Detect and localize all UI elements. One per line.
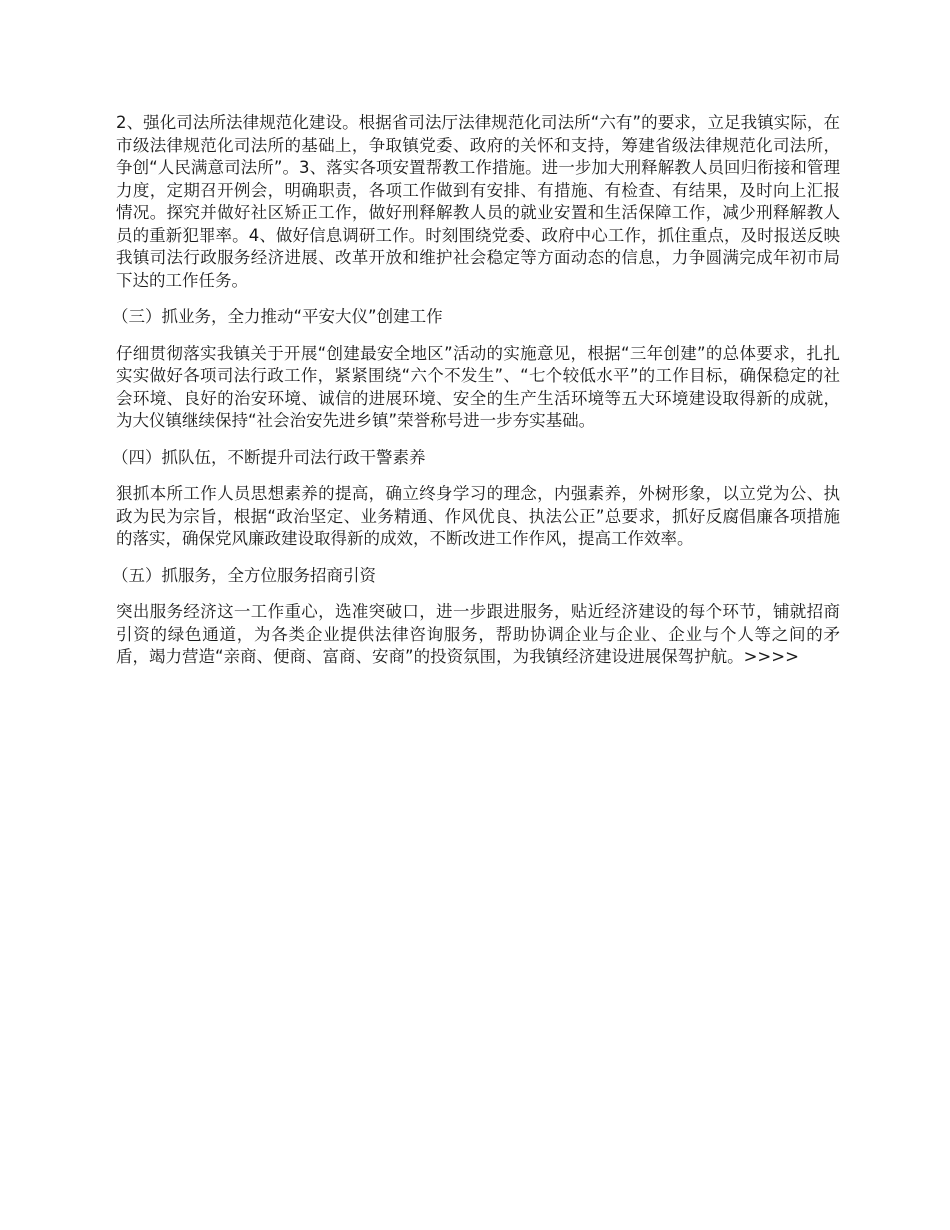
paragraph-investment-service: 突出服务经济这一工作重心，选准突破口，进一步跟进服务，贴近经济建设的每个环节，铺就招商引资的绿色通道，为各类企业提供法律咨询服务，帮助协调企业与企业、企业与个人等之间的矛盾，竭力营造“亲商、便商、富商、安商”的投资氛围，为我镇经济建设进展保驾护航。>>>> (116, 602, 840, 666)
section-heading-3: （三）抓业务，全力推动“平安大仪”创建工作 (112, 307, 443, 326)
paragraph-safe-area-creation: 仔细贯彻落实我镇关于开展“创建最安全地区”活动的实施意见，根据“三年创建”的总体要求，扎扎实实做好各项司法行政工作，紧紧围绕“六个不发生”、“七个较低水平”的工作目标，确保稳定的社会环境、良好的治安环境、诚信的进展环境、安全的生产生活环境等五大环境建设取得新的成就，为大仪镇继续保持“社会治安先进乡镇”荣誉称号进一步夯实基础。 (116, 343, 840, 430)
paragraph-legal-standardization: 2、强化司法所法律规范化建设。根据省司法厅法律规范化司法所“六有”的要求，立足我镇实际，在市级法律规范化司法所的基础上，争取镇党委、政府的关怀和支持，筹建省级法律规范化司法所，争创“人民满意司法所”。3、落实各项安置帮教工作措施。进一步加大刑释解教人员回归衔接和管理力度，定期召开例会，明确职责，各项工作做到有安排、有措施、有检查、有结果，及时向上汇报情况。探究并做好社区矫正工作，做好刑释解教人员的就业安置和生活保障工作，减少刑释解教人员的重新犯罪率。4、做好信息调研工作。时刻围绕党委、政府中心工作，抓住重点，及时报送反映我镇司法行政服务经济进展、改革开放和维护社会稳定等方面动态的信息，力争圆满完成年初市局下达的工作任务。 (116, 113, 840, 290)
section-heading-5: （五）抓服务，全方位服务招商引资 (112, 565, 376, 585)
section-heading-4: （四）抓队伍，不断提升司法行政干警素养 (112, 447, 426, 467)
paragraph-team-building: 狠抓本所工作人员思想素养的提高，确立终身学习的理念，内强素养，外树形象，以立党为公、执政为民为宗旨，根据“政治坚定、业务精通、作风优良、执法公正”总要求，抓好反腐倡廉各项措施的落实，确保党风廉政建设取得新的成效，不断改进工作作风，提高工作效率。 (116, 484, 840, 548)
document-page (112, 112, 840, 683)
